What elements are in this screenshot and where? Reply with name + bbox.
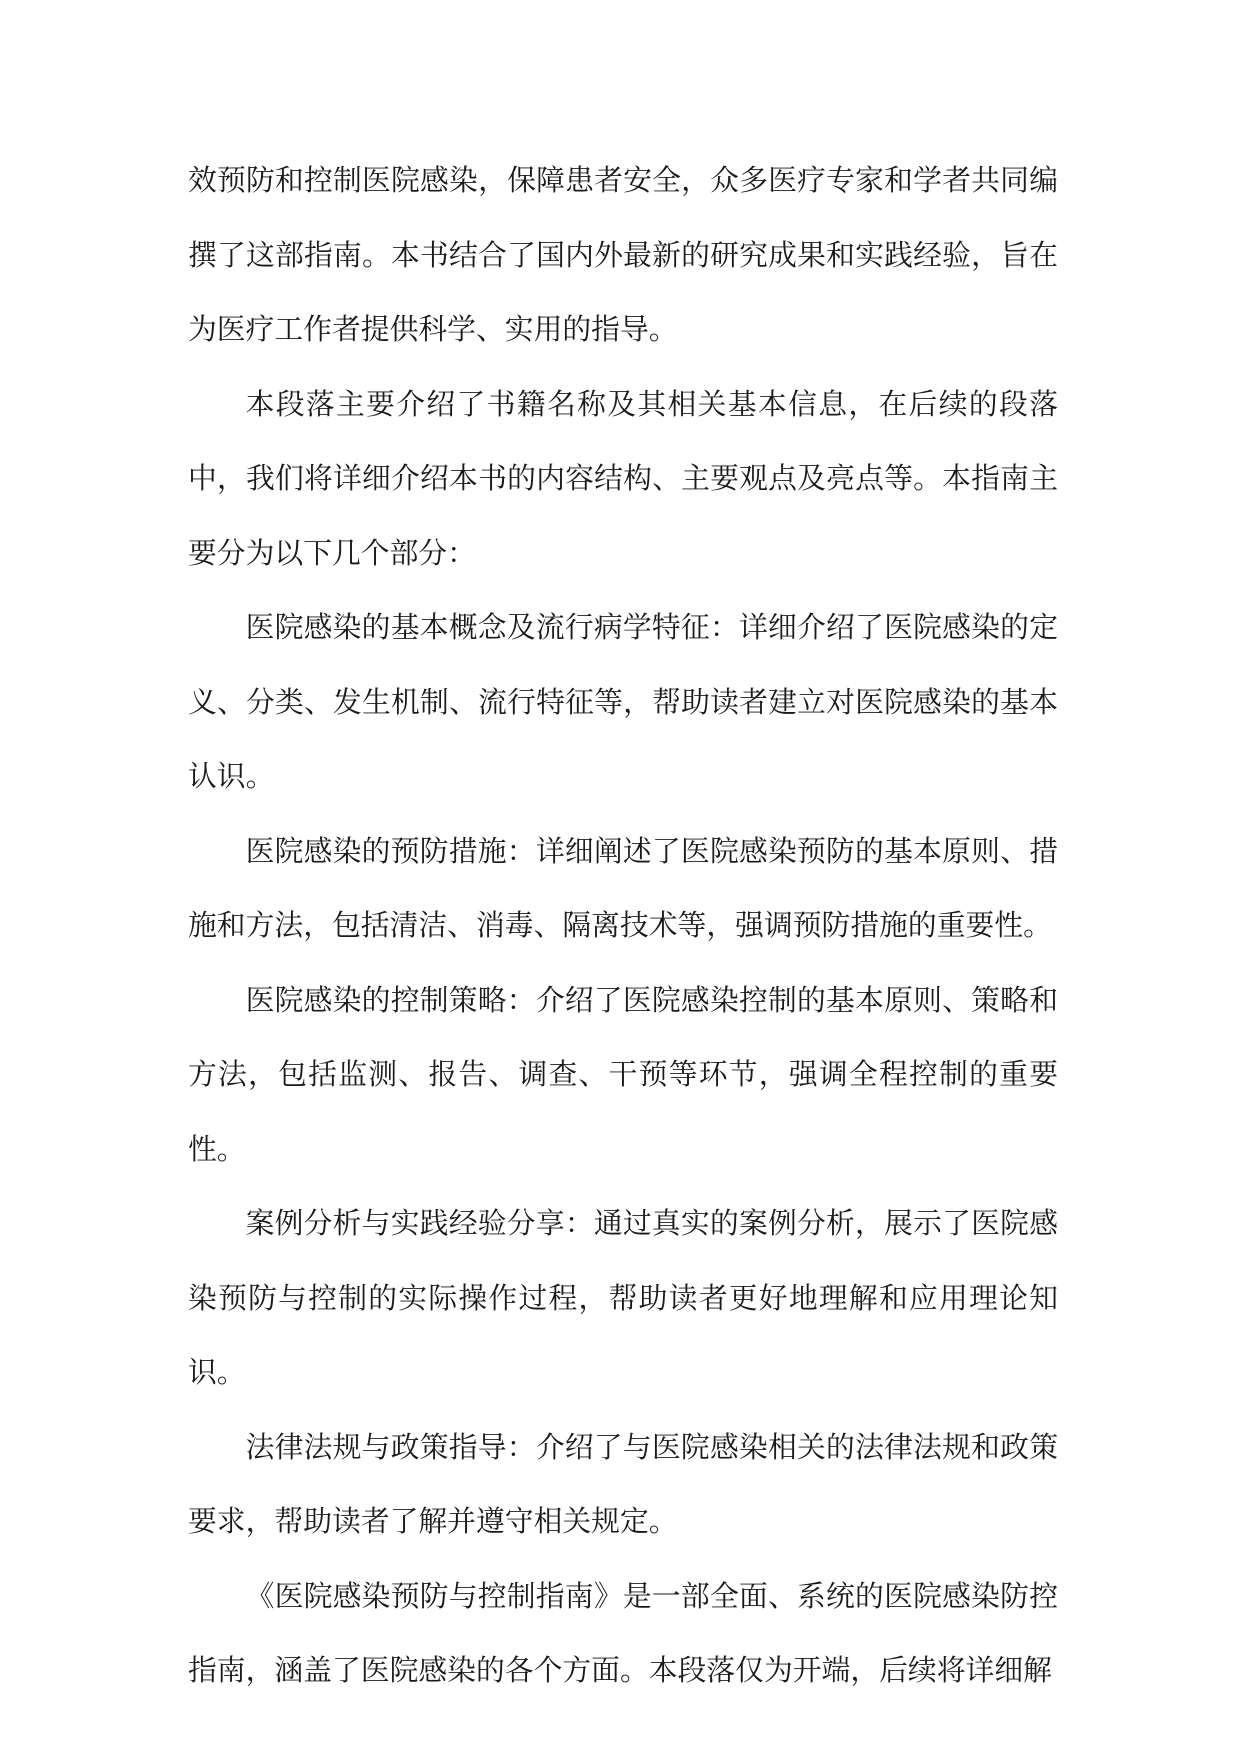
- paragraph-basic-concepts: 医院感染的基本概念及流行病学特征：详细介绍了医院感染的定义、分类、发生机制、流行特征等，帮助读者建立对医院感染的基本认识。: [188, 610, 1058, 793]
- paragraph-control-strategies: 医院感染的控制策略：介绍了医院感染控制的基本原则、策略和方法，包括监测、报告、调查、干预等环节，强调全程控制的重要性。: [188, 982, 1058, 1166]
- document-body: [188, 143, 1058, 1708]
- paragraph-case-analysis: 案例分析与实践经验分享：通过真实的案例分析，展示了医院感染预防与控制的实际操作过程，帮助读者更好地理解和应用理论知识。: [188, 1206, 1058, 1389]
- paragraph-laws-policies: 法律法规与政策指导：介绍了与医院感染相关的法律法规和政策要求，帮助读者了解并遵守相关规定。: [188, 1429, 1058, 1538]
- paragraph-overview: 本段落主要介绍了书籍名称及其相关基本信息，在后续的段落中，我们将详细介绍本书的内容结构、主要观点及亮点等。本指南主要分为以下几个部分：: [188, 386, 1058, 570]
- paragraph-intro-continued: 效预防和控制医院感染，保障患者安全，众多医疗专家和学者共同编撰了这部指南。本书结合了国内外最新的研究成果和实践经验，旨在为医疗工作者提供科学、实用的指导。: [188, 163, 1058, 346]
- paragraph-summary: 《医院感染预防与控制指南》是一部全面、系统的医院感染防控指南，涵盖了医院感染的各个方面。本段落仅为开端，后续将详细解: [188, 1578, 1058, 1687]
- paragraph-prevention-measures: 医院感染的预防措施：详细阐述了医院感染预防的基本原则、措施和方法，包括清洁、消毒、隔离技术等，强调预防措施的重要性。: [188, 833, 1058, 942]
